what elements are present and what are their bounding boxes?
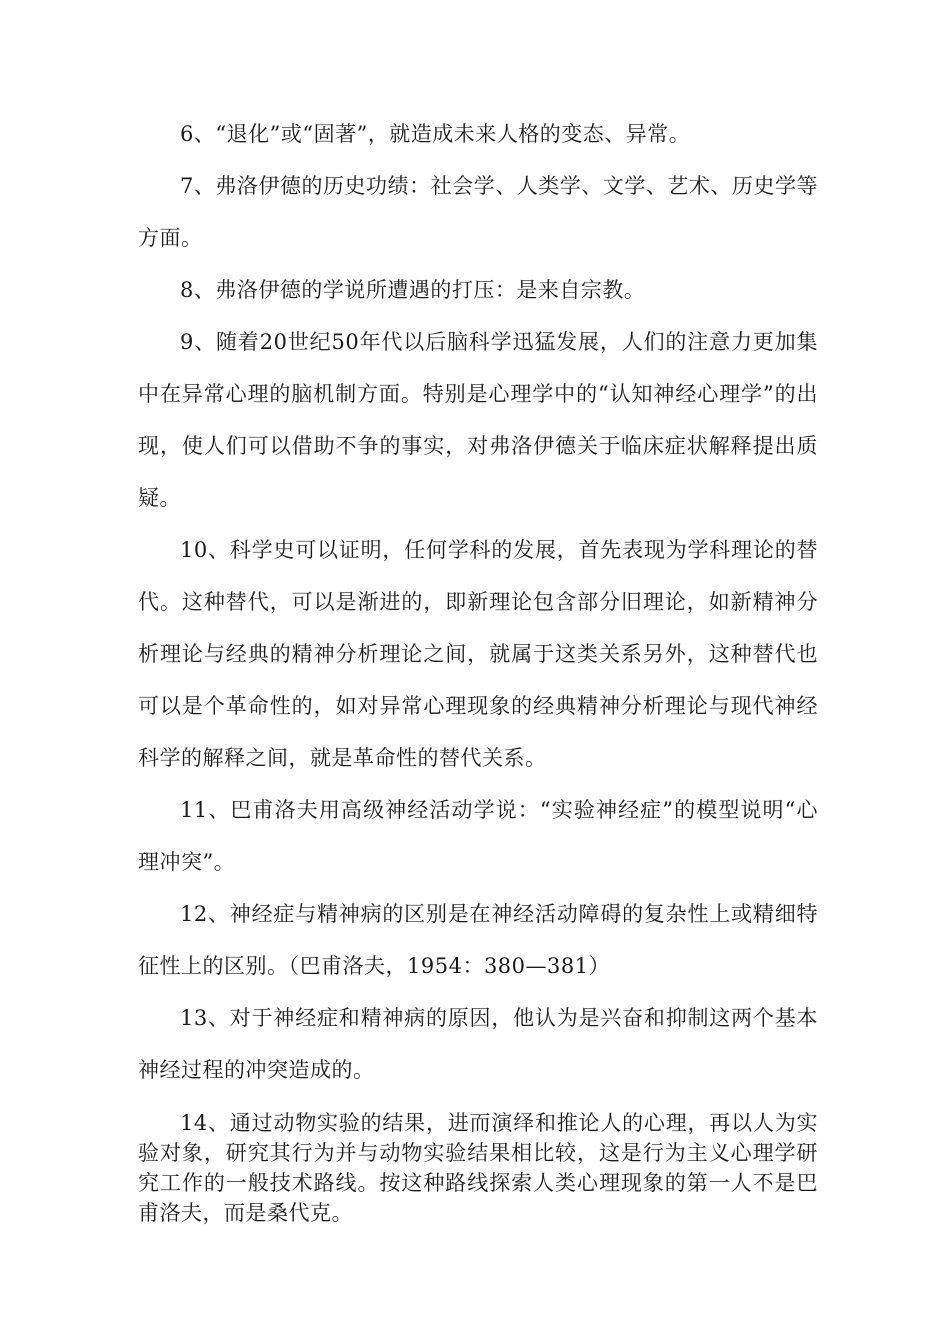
document-body	[138, 108, 818, 1228]
paragraph-9: 9、随着20世纪50年代以后脑科学迅猛发展，人们的注意力更加集中在异常心理的脑机制方面。特别是心理学中的“认知神经心理学”的出现，使人们可以借助不争的事实，对弗洛伊德关于临床症状解释提出质疑。	[138, 330, 818, 510]
paragraph-13: 13、对于神经症和精神病的原因，他认为是兴奋和抑制这两个基本神经过程的冲突造成的。	[138, 1006, 818, 1082]
paragraph-11: 11、巴甫洛夫用高级神经活动学说：“实验神经症”的模型说明“心理冲突”。	[138, 798, 818, 874]
paragraph-10: 10、科学史可以证明，任何学科的发展，首先表现为学科理论的替代。这种替代，可以是渐进的，即新理论包含部分旧理论，如新精神分析理论与经典的精神分析理论之间，就属于这类关系另外，这种替代也可以是个革命性的，如对异常心理现象的经典精神分析理论与现代神经科学的解释之间，就是革命性的替代关系。	[138, 538, 818, 770]
paragraph-14: 14、通过动物实验的结果，进而演绎和推论人的心理，再以人为实验对象，研究其行为并与动物实验结果相比较，这是行为主义心理学研究工作的一般技术路线。按这种路线探索人类心理现象的第一人不是巴甫洛夫，而是桑代克。	[138, 1111, 818, 1225]
paragraph-6: 6、“退化”或“固著”，就造成未来人格的变态、异常。	[180, 122, 691, 146]
paragraph-7: 7、弗洛伊德的历史功绩：社会学、人类学、文学、艺术、历史学等方面。	[138, 174, 818, 250]
paragraph-12: 12、神经症与精神病的区别是在神经活动障碍的复杂性上或精细特征性上的区别。（巴甫洛夫，1954：380—381）	[138, 902, 818, 978]
paragraph-8: 8、弗洛伊德的学说所遭遇的打压：是来自宗教。	[180, 278, 646, 302]
